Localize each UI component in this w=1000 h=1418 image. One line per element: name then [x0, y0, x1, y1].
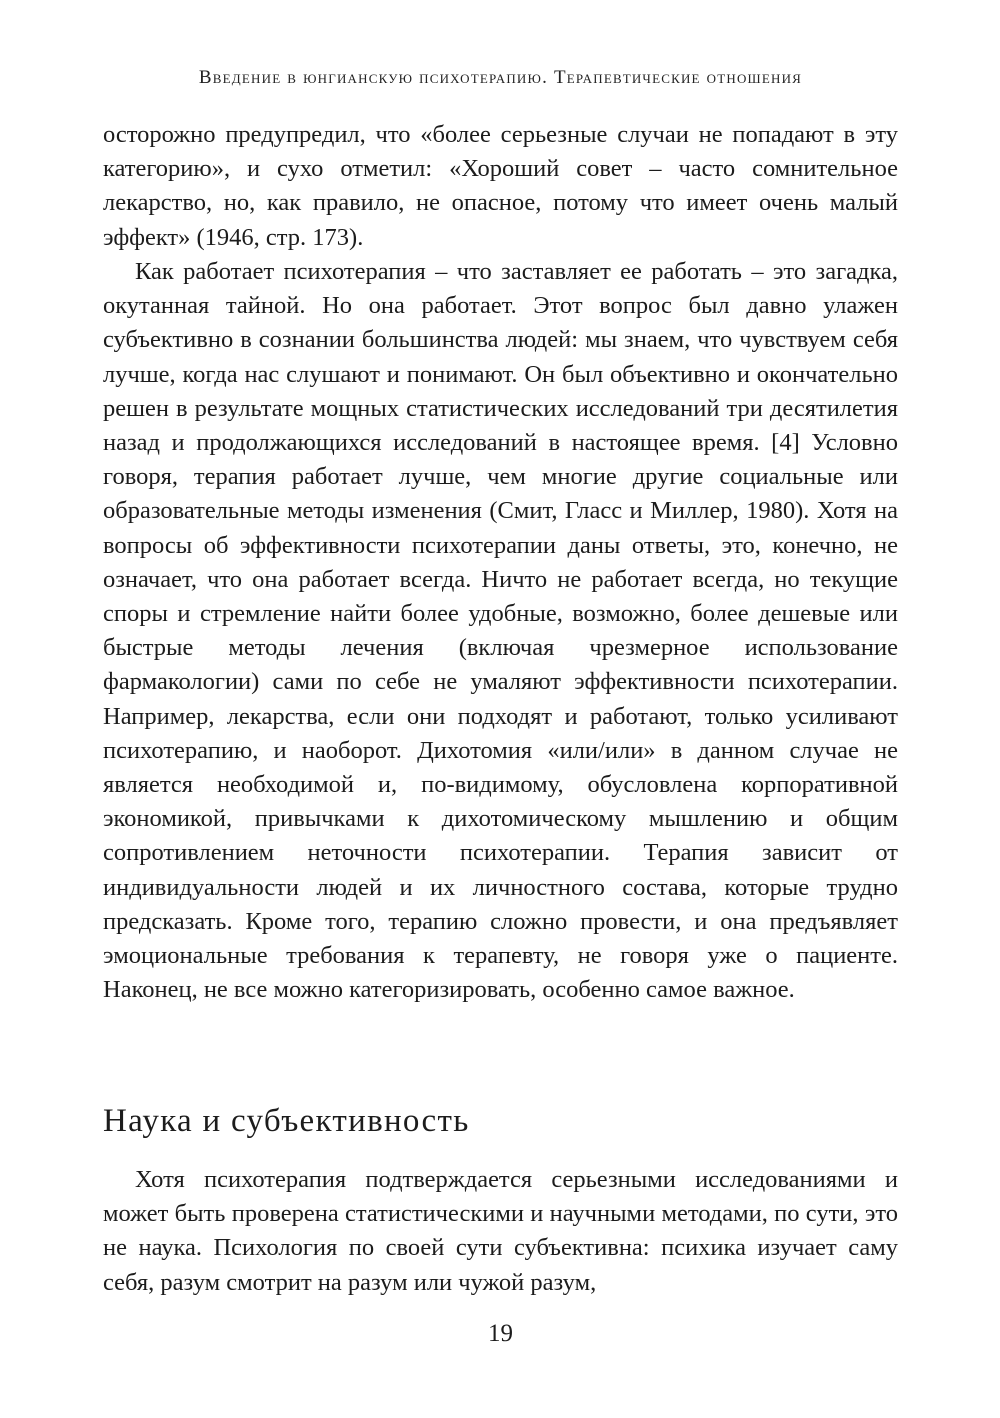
- body-text-top: [103, 118, 898, 255]
- page-number: 19: [488, 1320, 513, 1347]
- paragraph-science-subjectivity: Хотя психотерапия подтверждается серьезными исследованиями и может быть проверена статистическими и научными методами, по сути, это не наука. Психология по своей сути субъективна: психика изучает саму себя, разум смотрит на разум или чужой разум,: [103, 1166, 898, 1296]
- running-head: Введение в юнгианскую психотерапию. Терапевтические отношения: [198, 67, 803, 88]
- book-page: [103, 0, 898, 1418]
- section-heading: Наука и субъективность: [103, 1103, 470, 1139]
- paragraph-continued: осторожно предупредил, что «более серьезные случаи не попадают в эту категорию», и сухо отметил: «Хороший совет – часто сомнительное лекарство, но, как правило, не опасное, потому что имеет очень малый эффект» (1946, стр. 173).: [103, 121, 898, 251]
- body-text-section: [103, 1163, 898, 1300]
- paragraph-psychotherapy-effectiveness: Как работает психотерапия – что заставляет ее работать – это загадка, окутанная тайной. Но она работает. Этот вопрос был давно улажен субъективно в сознании большинства людей: мы знаем, что чувствуем себя лучше, когда нас слушают и понимают. Он был объективно и окончательно решен в результате мощных статистических исследований три десятилетия назад и продолжающихся исследований в настоящее время. [4] Условно говоря, терапия работает лучше, чем многие другие социальные или образовательные методы изменения (Смит, Гласс и Миллер, 1980). Хотя на вопросы об эффективности психотерапии даны ответы, это, конечно, не означает, что она работает всегда. Ничто не работает всегда, но текущие споры и стремление найти более удобные, возможно, более дешевые или быстрые методы лечения (включая чрезмерное использование фармакологии) сами по себе не умаляют эффективности психотерапии. Например, лекарства, если они подходят и работают, только усиливают психотерапию, и наоборот. Дихотомия «или/или» в данном случае не является необходимой и, по-видимому, обусловлена корпоративной экономикой, привычками к дихотомическому мышлению и общим сопротивлением неточности психотерапии. Терапия зависит от индивидуальности людей и их личностного состава, которые трудно предсказать. Кроме того, терапию сложно провести, и она предъявляет эмоциональные требования к терапевту, не говоря уже о пациенте. Наконец, не все можно категоризировать, особенно самое важное.: [103, 258, 898, 1004]
- body-text-main: [103, 255, 898, 1007]
